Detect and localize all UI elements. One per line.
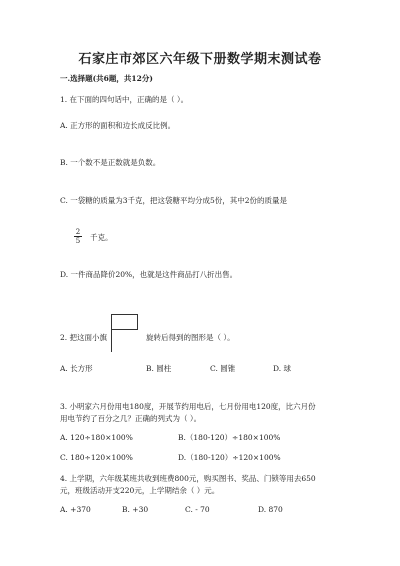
q1-option-a: A. 正方形的面积和边长成反比例。: [60, 121, 176, 130]
q4-stem-line2: 元，班级活动开支220元，上学期结余（ ）元。: [60, 486, 220, 495]
fraction-numerator: 2: [75, 228, 81, 236]
q2-option-c: C. 圆锥: [210, 364, 236, 373]
q1-option-c: C. 一袋糖的质量为3千克，把这袋糖平均分成5份，其中2份的质量是: [60, 196, 288, 205]
q1-stem: 1. 在下面的四句话中，正确的是（ ）。: [60, 95, 189, 104]
flag-icon: [111, 314, 138, 330]
q3-option-b: B.（180-120）÷180×100%: [178, 433, 281, 442]
q4-option-b: B. +30: [122, 505, 149, 514]
q2-stem-suffix: 旋转后得到的图形是（ ）。: [146, 333, 235, 342]
fraction-denominator: 5: [75, 237, 81, 245]
q1-fraction: [74, 228, 82, 245]
q3-option-a: A. 120÷180×100%: [60, 433, 133, 442]
q3-option-c: C. 180÷120×100%: [60, 453, 133, 462]
q1-option-c-unit: 千克。: [90, 233, 113, 242]
q1-option-d: D. 一件商品降价20%，也就是这件商品打八折出售。: [60, 270, 238, 279]
q3-stem-line2: 用电节约了百分之几？正确的列式为（ ）。: [60, 414, 202, 423]
q3-option-d: D.（180-120）÷120×100%: [178, 453, 281, 462]
exam-title: 石家庄市郊区六年级下册数学期末测试卷: [78, 52, 322, 67]
q2-stem-prefix: 2. 把这面小旗: [60, 333, 108, 342]
section-header: 一.选择题(共6题，共12分): [60, 74, 153, 83]
q4-option-a: A. +370: [60, 505, 91, 514]
q3-stem-line1: 3. 小明家六月份用电180度，开展节约用电后，七月份用电120度，比六月份: [60, 402, 316, 411]
q4-option-c: C. - 70: [185, 505, 210, 514]
q2-option-b: B. 圆柱: [146, 364, 172, 373]
q4-option-d: D. 870: [258, 505, 283, 514]
q2-option-a: A. 长方形: [60, 364, 93, 373]
q4-stem-line1: 4. 上学期，六年级某班共收到班费800元，购买图书、奖品、门锁等用去650: [60, 474, 316, 483]
q2-option-d: D. 球: [273, 364, 292, 373]
q1-option-b: B. 一个数不是正数就是负数。: [60, 158, 161, 167]
